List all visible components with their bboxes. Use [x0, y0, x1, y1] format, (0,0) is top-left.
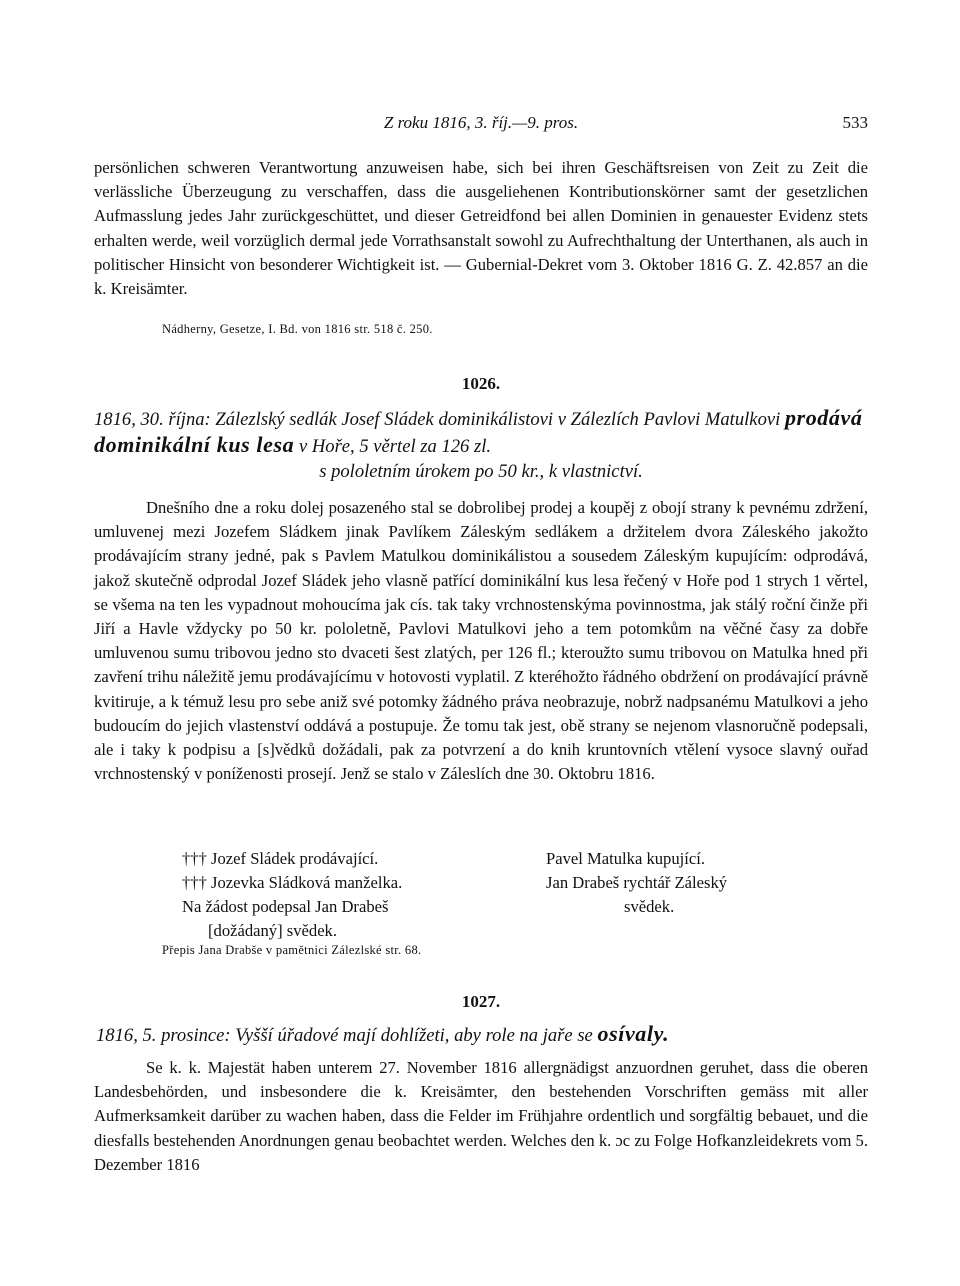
heading-rest-1026: v Hoře, 5 věrtel za 126 zl.: [298, 436, 492, 457]
signature-line: [dožádaný] svědek.: [208, 921, 338, 940]
signature-line: svědek.: [624, 897, 675, 916]
heading-bold-1027: osívaly.: [597, 1021, 670, 1046]
signature-line: ††† Jozevka Sládková manželka.: [182, 873, 403, 892]
entry-body-text-1026: Dnešního dne a roku dolej posazeného stal se dobrolibej prodej a koupěj z obojí strany k pevnému zdržení, umluvenej mezi Jozefem Sládkem jinak Pavlíkem Záleským sedlákem a držitelem dvora Záleského jakožto prodávajícím strany jedné, pak s Pavlem Matulkou dominikálistou a sousedem Záleským kupujícím: odprodává, jakož skutečně odprodal Jozef Sládek jeho vlasně patřící dominikální kus lesa řečený v Hoře pod 1 strych 1 věrtel, se všema na ten les vypadnout mohoucíma jak cís. tak taky vrchnostenskýma povinnostma, jak stálý roční činže při Jiří a Havle vždycky po 50 kr. pololetně, Pavlovi Matulkovi jeho a tem potomkům na věčné časy za dobře umluvenou sumu tribovou jedno sto dvaceti šest zlatých, per 126 fl.; kteroužto sumu tribovou on Matulka hned při zavření trihu náležitě jemu prodávajícímu v hotovosti vyplatil. Z kteréhožto řádného obdržení on prodávající právně kvitiruje, a k témuž lesu pro sebe aniž své potomky žádného práva neobrazuje, nobrž nadpsanému Matulkovi a jeho budoucím do jejich vlastenství oddává a postupuje. Že tomu tak jest, obě strany se nejenom vlasnoručně podepsali, ale i taky k podpisu a [s]vědků dožádali, pak za potvrzení a do knih kruntovních vtělení vysoce slavný ouřad vrchnostenský v poníženosti prosejí. Jenž se stalo v Záleslích dne 30. Oktobru 1816.: [94, 498, 868, 784]
page-number: 533: [842, 113, 868, 132]
signatures-right: [546, 847, 727, 919]
continued-paragraph: [94, 156, 868, 301]
signature-line: Na žádost podepsal Jan Drabeš: [182, 897, 389, 916]
source-citation-top: Nádherny, Gesetze, I. Bd. von 1816 str. 518 č. 250.: [162, 322, 433, 336]
entry-number-1027: 1027.: [461, 992, 501, 1011]
heading-bold-1026: prodává dominikální kus lesa: [94, 405, 863, 457]
running-title: Z roku 1816, 3. říj.—9. pros.: [383, 113, 579, 132]
heading-lead-1026: 1816, 30. října: Zálezlský sedlák Josef Sládek dominikálistovi v Zálezlích Pavlovi Matulkovi: [94, 409, 781, 430]
entry-body-1027: [94, 1056, 868, 1177]
source-citation-1026: Přepis Jana Drabše v pamětnici Zálezlské str. 68.: [162, 943, 422, 957]
entry-number-1026: 1026.: [461, 374, 501, 393]
signature-line: Pavel Matulka kupující.: [546, 849, 705, 868]
signatures-left: [182, 847, 402, 943]
heading-line3-1026: s pololetním úrokem po 50 kr., k vlastnictví.: [319, 461, 643, 482]
continued-paragraph-text: persönlichen schweren Verantwortung anzuweisen habe, sich bei ihren Geschäftsreisen von Zeit zu Zeit die verlässliche Überzeugung zu verschaffen, dass die ausgeliehenen Kontributionskörner samt der gesetzlichen Aufmasslung jedes Jahr zurückgeschüttet, und dieser Getreidfond bei allen Dominien in genauester Evidenz stets erhalten werde, weil vorzüglich dermal jede Vorrathsanstalt sowohl zu Aufrechthaltung der Unterthanen, als auch in politischer Hinsicht von besonderer Wichtigkeit ist. — Gubernial-Dekret vom 3. Oktober 1816 G. Z. 42.857 an die k. Kreisämter.: [94, 158, 868, 299]
signature-line: ††† Jozef Sládek prodávající.: [182, 849, 379, 868]
running-head: [94, 113, 868, 137]
signature-line: Jan Drabeš rychtář Záleský: [546, 873, 728, 892]
entry-heading-1026: [94, 405, 868, 484]
entry-heading-1027: [94, 1021, 870, 1048]
entry-body-text-1027: Se k. k. Majestät haben unterem 27. November 1816 allergnädigst anzuordnen geruhet, dass die oberen Landesbehörden, und insbesondere die k. Kreisämter, den bestehenden Vorschriften gemäss mit aller Aufmerksamkeit darüber zu wachen haben, dass die Felder im Frühjahre ordentlich und sorgfältig bebauet, und die diesfalls bestehenden Anordnungen genau beobachtet werden. Welches den k. ɔc zu Folge Hofkanzleidekrets vom 5. Dezember 1816: [94, 1058, 868, 1174]
heading-lead-1027: 1816, 5. prosince: Vyšší úřadové mají dohlížeti, aby role na jaře se: [96, 1025, 593, 1046]
entry-body-1026: [94, 496, 868, 786]
